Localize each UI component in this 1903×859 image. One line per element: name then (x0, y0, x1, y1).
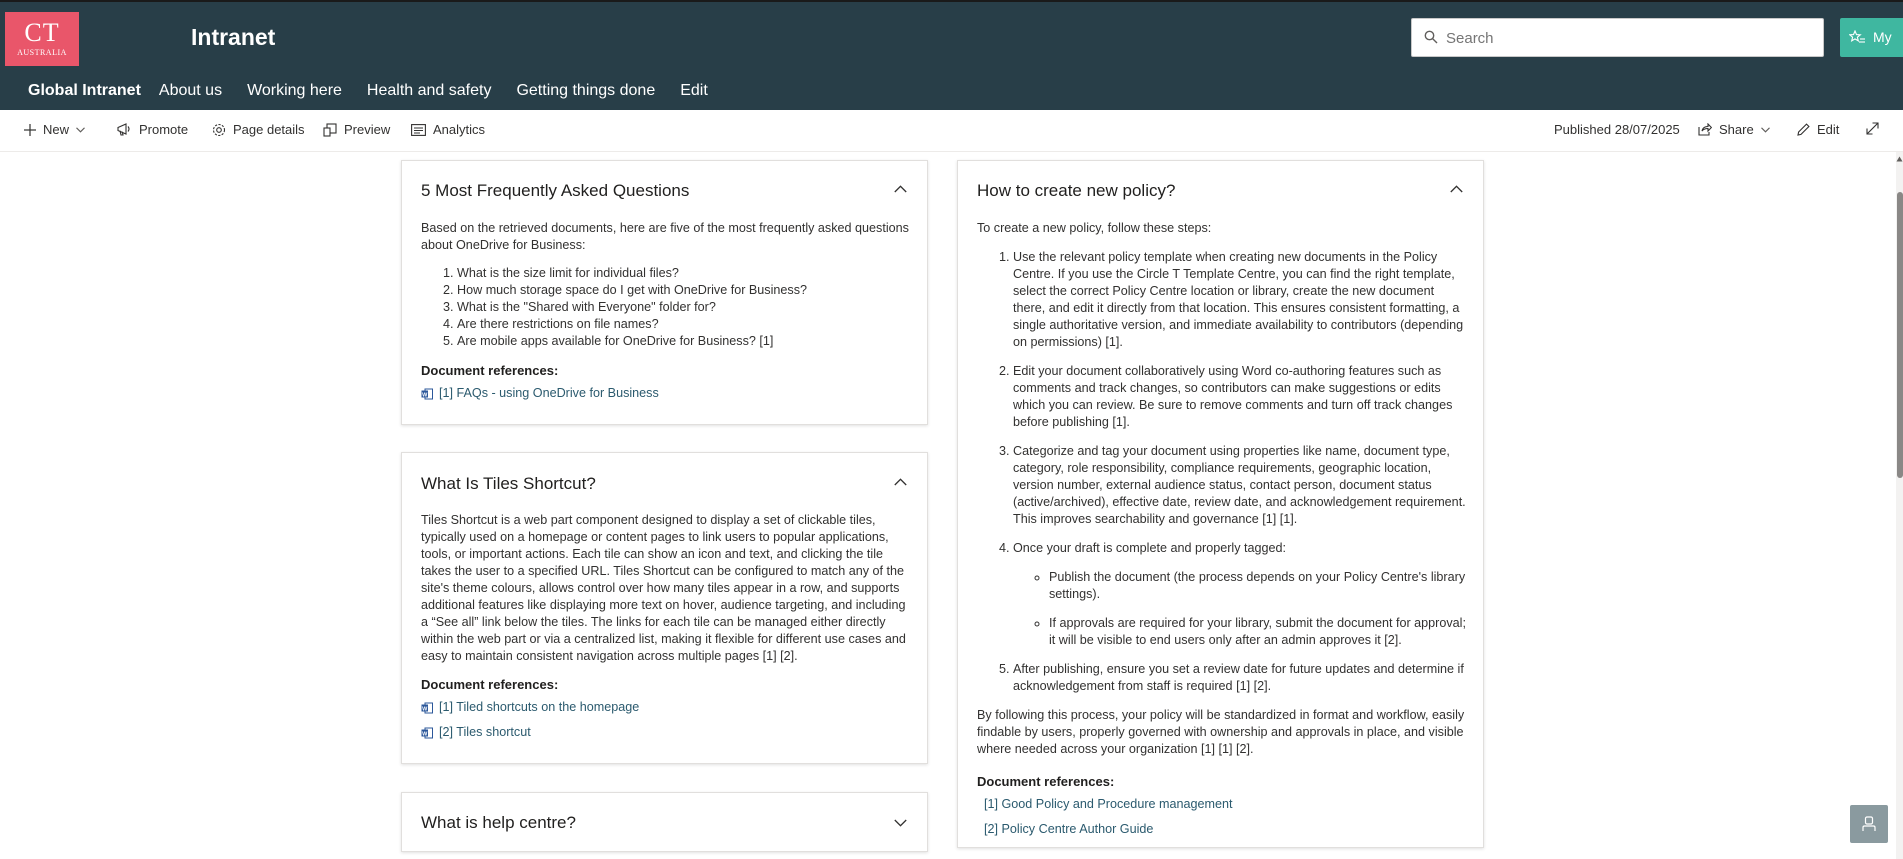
chevron-up-icon[interactable] (894, 478, 907, 486)
scroll-up-arrow-icon[interactable] (1896, 156, 1903, 162)
nav-item-global-intranet[interactable]: Global Intranet (28, 82, 141, 99)
faq-question-list (457, 265, 909, 350)
share-label: Share (1719, 122, 1754, 137)
nav-item-getting-things-done[interactable]: Getting things done (516, 82, 656, 99)
site-navigation (28, 82, 733, 104)
list-item: 1. What is the size limit for individual files? (457, 265, 909, 282)
policy-intro: To create a new policy, follow these steps: (977, 221, 1212, 235)
analytics-button[interactable] (411, 122, 485, 137)
policy-ref-link-2[interactable]: [2] Policy Centre Author Guide (984, 822, 1154, 836)
faq-card-body (421, 220, 909, 410)
my-button[interactable] (1840, 18, 1903, 57)
svg-text:W: W (422, 730, 428, 737)
new-button[interactable] (24, 122, 85, 137)
svg-text:W: W (422, 705, 428, 712)
nav-item-health-and-safety[interactable]: Health and safety (366, 82, 492, 99)
chevron-up-icon[interactable] (894, 185, 907, 193)
help-centre-card[interactable] (401, 792, 928, 852)
page-scrollbar-thumb[interactable] (1897, 192, 1903, 478)
feedback-button[interactable] (1850, 805, 1888, 843)
list-item: ◦ Publish the document (the process depends on your Policy Centre's library settings). (1049, 569, 1469, 603)
site-logo[interactable] (5, 12, 79, 66)
list-item: 2. Edit your document collaboratively using Word co-authoring features such as comments and track changes, so contributors can make suggestions or edits which you can review. Be sure to remove comments and turn off track changes before publishing [1]. (1013, 363, 1469, 431)
published-date: Published 28/07/2025 (1554, 122, 1680, 137)
nav-item-edit[interactable]: Edit (680, 82, 708, 99)
tiles-refs-label: Document references: (421, 677, 559, 692)
policy-card-body (977, 220, 1469, 846)
word-doc-icon (421, 702, 433, 714)
edit-label: Edit (1817, 122, 1840, 137)
share-icon (1698, 123, 1712, 136)
policy-refs-label: Document references: (977, 774, 1115, 789)
logo-subtext: AUSTRALIA (17, 48, 67, 57)
gear-icon (212, 123, 226, 137)
policy-ref-link-1[interactable]: [1] Good Policy and Procedure management (984, 797, 1233, 811)
step-4-text: Once your draft is complete and properly tagged: (1013, 541, 1287, 555)
site-header (0, 0, 1903, 110)
svg-text:W: W (422, 391, 428, 398)
list-item (1013, 540, 1469, 649)
policy-card (957, 160, 1484, 848)
word-doc-icon (421, 388, 433, 400)
faq-card-title: 5 Most Frequently Asked Questions (421, 181, 690, 200)
pencil-icon (1797, 123, 1810, 136)
tiles-card-title: What Is Tiles Shortcut? (421, 474, 596, 493)
expand-icon (1866, 122, 1879, 135)
page-details-button[interactable] (212, 122, 305, 137)
logo-mark: CT (24, 18, 60, 47)
preview-icon (323, 123, 337, 137)
preview-label: Preview (344, 122, 391, 137)
edit-button[interactable] (1797, 122, 1839, 137)
star-list-icon (1849, 30, 1865, 44)
word-doc-icon (421, 727, 433, 739)
list-item: 4. Are there restrictions on file names? (457, 316, 909, 333)
share-button[interactable] (1698, 122, 1770, 137)
list-item: 5. After publishing, ensure you set a review date for future updates and determine if acknowledgement from staff is required [1] [2]. (1013, 661, 1469, 695)
list-item: 5. Are mobile apps available for OneDrive for Business? [1] (457, 333, 909, 350)
header-top-border (0, 0, 1903, 2)
tiles-ref-link-1[interactable] (421, 699, 909, 716)
search-input[interactable] (1446, 27, 1806, 49)
site-title[interactable]: Intranet (191, 24, 276, 50)
nav-item-working-here[interactable]: Working here (247, 82, 342, 99)
policy-steps-list (1013, 249, 1469, 695)
analytics-icon (411, 124, 426, 136)
promote-label: Promote (139, 122, 189, 137)
plus-icon (24, 124, 36, 136)
tiles-ref-link-2[interactable] (421, 724, 909, 741)
new-label: New (43, 122, 70, 137)
tiles-ref-text-1: [1] Tiled shortcuts on the homepage (439, 700, 640, 714)
faq-intro: Based on the retrieved documents, here are five of the most frequently asked questions about OneDrive for Business: (421, 221, 909, 252)
chevron-down-icon (1761, 127, 1770, 133)
faq-ref-link-1[interactable] (421, 385, 909, 402)
person-icon (1862, 816, 1876, 832)
nav-item-about-us[interactable]: About us (158, 82, 223, 99)
tiles-card-body (421, 512, 909, 749)
published-status (1554, 122, 1680, 137)
promote-button[interactable] (117, 122, 188, 137)
chevron-down-icon[interactable] (894, 819, 907, 827)
list-item: ◦ If approvals are required for your library, submit the document for approval; it will be visible to end users only after an admin approves it [2]. (1049, 615, 1469, 649)
faq-ref-text-1: [1] FAQs - using OneDrive for Business (439, 386, 659, 400)
page-details-label: Page details (233, 122, 305, 137)
command-bar (0, 110, 1903, 152)
list-item: 2. How much storage space do I get with OneDrive for Business? (457, 282, 909, 299)
faq-card (401, 160, 928, 425)
policy-outro: By following this process, your policy will be standardized in format and workflow, easily findable by users, properly governed with ownership and approvals in place, and visible where needed across your organization [1] [1] [2]. (977, 708, 1465, 756)
help-centre-card-title: What is help centre? (421, 813, 576, 832)
policy-card-title: How to create new policy? (977, 181, 1176, 200)
policy-substeps-list (1049, 569, 1469, 649)
tiles-card (401, 452, 928, 764)
search-icon (1424, 30, 1438, 44)
megaphone-icon (117, 123, 132, 136)
chevron-down-icon (76, 127, 85, 133)
preview-button[interactable] (323, 122, 390, 137)
search-box[interactable] (1411, 18, 1824, 57)
analytics-label: Analytics (433, 122, 486, 137)
my-button-label: My (1873, 29, 1892, 45)
list-item: 1. Use the relevant policy template when creating new documents in the Policy Centre. If you use the Circle T Template Centre, you can find the right template, select the correct Policy Centre location or library, create the new document there, and edit it directly from that location. This ensures consistent formatting, a single authoritative version, and immediate availability to contributors (depending on permissions) [1]. (1013, 249, 1469, 351)
list-item: 3. What is the "Shared with Everyone" folder for? (457, 299, 909, 316)
expand-button[interactable] (1866, 122, 1886, 135)
list-item: 3. Categorize and tag your document using properties like name, document type, category, role responsibility, compliance requirements, geographic location, version number, external audience status, contact person, document status (active/archived), effective date, review date, and acknowledgement requirement. This improves searchability and governance [1] [1]. (1013, 443, 1469, 528)
tiles-description: Tiles Shortcut is a web part component designed to display a set of clickable tiles, typically used on a homepage or content pages to link users to popular applications, tools, or important actions. Each tile can show an icon and text, and clicking the tile takes the user to a specified URL. Tiles Shortcut can be configured to match any of the site's theme colours, allows control over how many tiles appear in a row, and supports additional features like displaying more text on hover, audience targeting, and including a “See all” link below the tiles. The links for each tile can be managed either directly within the web part or via a centralized list, making it flexible for different use cases and easy to maintain consistent navigation across multiple pages [1] [2]. (421, 513, 906, 663)
faq-refs-label: Document references: (421, 363, 559, 378)
tiles-ref-text-2: [2] Tiles shortcut (439, 725, 531, 739)
chevron-up-icon[interactable] (1450, 185, 1463, 193)
